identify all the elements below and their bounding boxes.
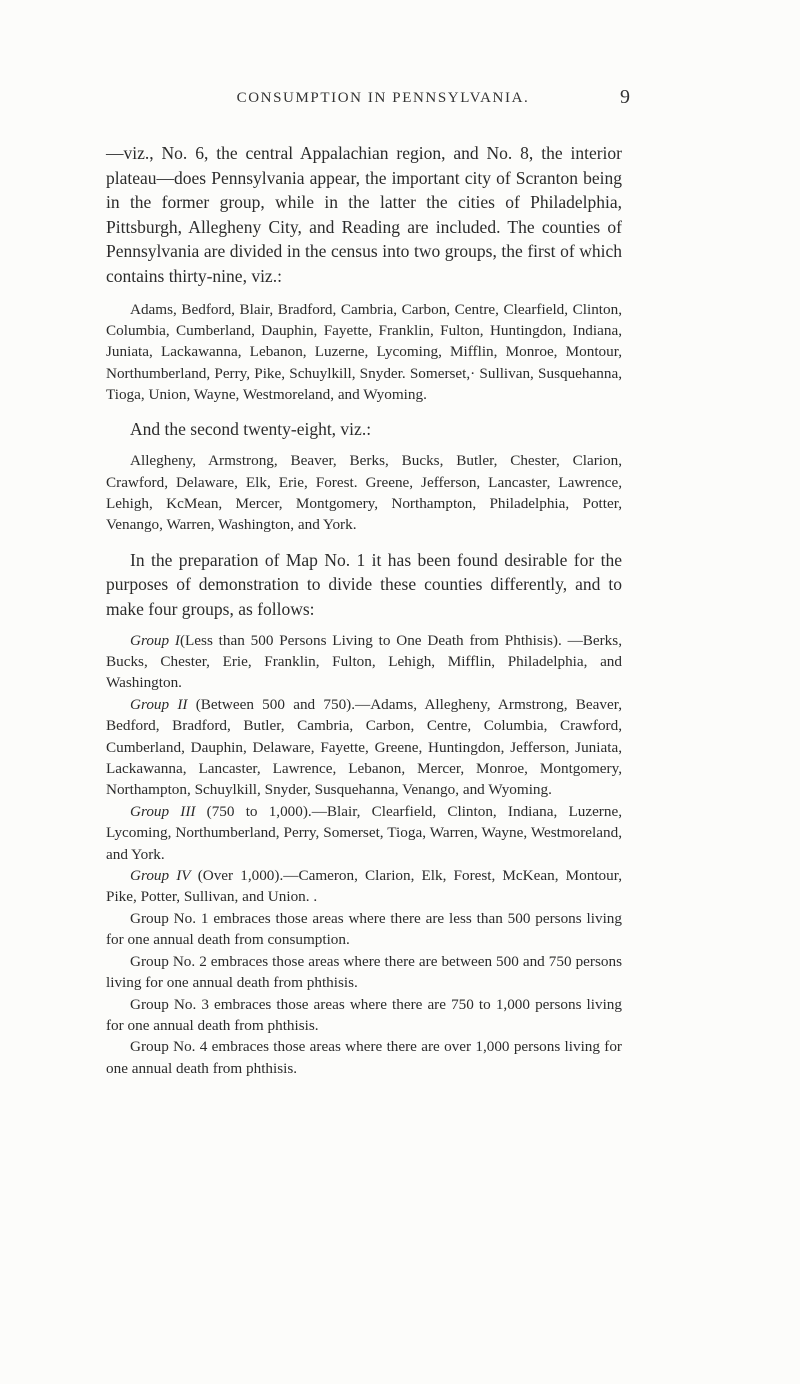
group-iv-label: Group IV xyxy=(130,867,191,885)
group-ii-text: (Between 500 and 750).—Adams, Allegheny, Armstrong, Beaver, Bedford, Bradford, Butler, Cambria, Carbon, Centre, Columbia, Crawford, Cumberland, Dauphin, Delaware, Fayette, Greene, Huntingdon, Jefferson, Juniata, Lackawanna, Lancaster, Lawrence, Lebanon, Mercer, Monroe, Montgomery, Northampton, Schuylkill, Snyder, Susquehanna, Venango, and Wyoming. xyxy=(106,695,622,799)
group-2-explanation: Group No. 2 embraces those areas where there are between 500 and 750 persons living for one annual death from phthisis. xyxy=(106,952,622,992)
group-iii-label: Group III xyxy=(130,802,196,820)
group-3-explanation: Group No. 3 embraces those areas where there are 750 to 1,000 persons living for one annual death from phthisis. xyxy=(106,995,622,1034)
group-iv-text: (Over 1,000).—Cameron, Clarion, Elk, Forest, McKean, Montour, Pike, Potter, Sullivan, and Union. . xyxy=(106,867,622,906)
first-group-county-list: Adams, Bedford, Blair, Bradford, Cambria, Carbon, Centre, Clearfield, Clinton, Columbia, Cumberland, Dauphin, Fayette, Franklin, Fulton, Huntingdon, Indiana, Juniata, Lackawanna, Lebanon, Luzerne, Lycoming, Mifflin, Monroe, Montour, Northumberland, Perry, Pike, Schuylkill, Snyder. Somerset,· Sullivan, Susquehanna, Tioga, Union, Wayne, Westmoreland, and Wyoming. xyxy=(106,300,622,404)
group-i-label: Group I xyxy=(130,631,180,649)
group-iii-entry xyxy=(106,801,622,865)
running-title: CONSUMPTION IN PENNSYLVANIA. xyxy=(236,90,530,106)
group-i-entry xyxy=(106,630,622,694)
second-group-intro: And the second twenty-eight, viz.: xyxy=(130,418,372,439)
group-iii-text: (750 to 1,000).—Blair, Clearfield, Clinton, Indiana, Luzerne, Lycoming, Northumberland, Perry, Somerset, Tioga, Warren, Wayne, Westmoreland, and York. xyxy=(106,802,622,863)
group-4-explanation: Group No. 4 embraces those areas where there are over 1,000 persons living for one annual death from phthisis. xyxy=(106,1038,622,1077)
group-iv-entry xyxy=(106,865,622,908)
page-body xyxy=(106,141,622,1079)
intro-paragraph: —viz., No. 6, the central Appalachian region, and No. 8, the interior plateau—does Pennsylvania appear, the important city of Scranton being in the former group, while in the latter the cities of Philadelphia, Pittsburgh, Allegheny City, and Reading are included. The counties of Pennsylvania are divided in the census into two groups, the first of which contains thirty-nine, viz.: xyxy=(106,143,622,286)
group-i-text: (Less than 500 Persons Living to One Death from Phthisis). —Berks, Bucks, Chester, Erie, Franklin, Fulton, Lehigh, Mifflin, Philadelphia, and Washington. xyxy=(106,631,622,692)
page-number: 9 xyxy=(620,86,630,108)
map-intro-paragraph: In the preparation of Map No. 1 it has been found desirable for the purposes of demonstration to divide these counties differently, and to make four groups, as follows: xyxy=(106,549,622,619)
group-ii-label: Group II xyxy=(130,695,188,713)
second-group-county-list: Allegheny, Armstrong, Beaver, Berks, Bucks, Butler, Chester, Clarion, Crawford, Delaware, Elk, Erie, Forest. Greene, Jefferson, Lancaster, Lawrence, Lehigh, KcMean, Mercer, Montgomery, Northampton, Philadelphia, Potter, Venango, Warren, Washington, and York. xyxy=(106,452,622,534)
group-ii-entry xyxy=(106,694,622,801)
group-1-explanation: Group No. 1 embraces those areas where there are less than 500 persons living for one annual death from consumption. xyxy=(106,909,622,949)
